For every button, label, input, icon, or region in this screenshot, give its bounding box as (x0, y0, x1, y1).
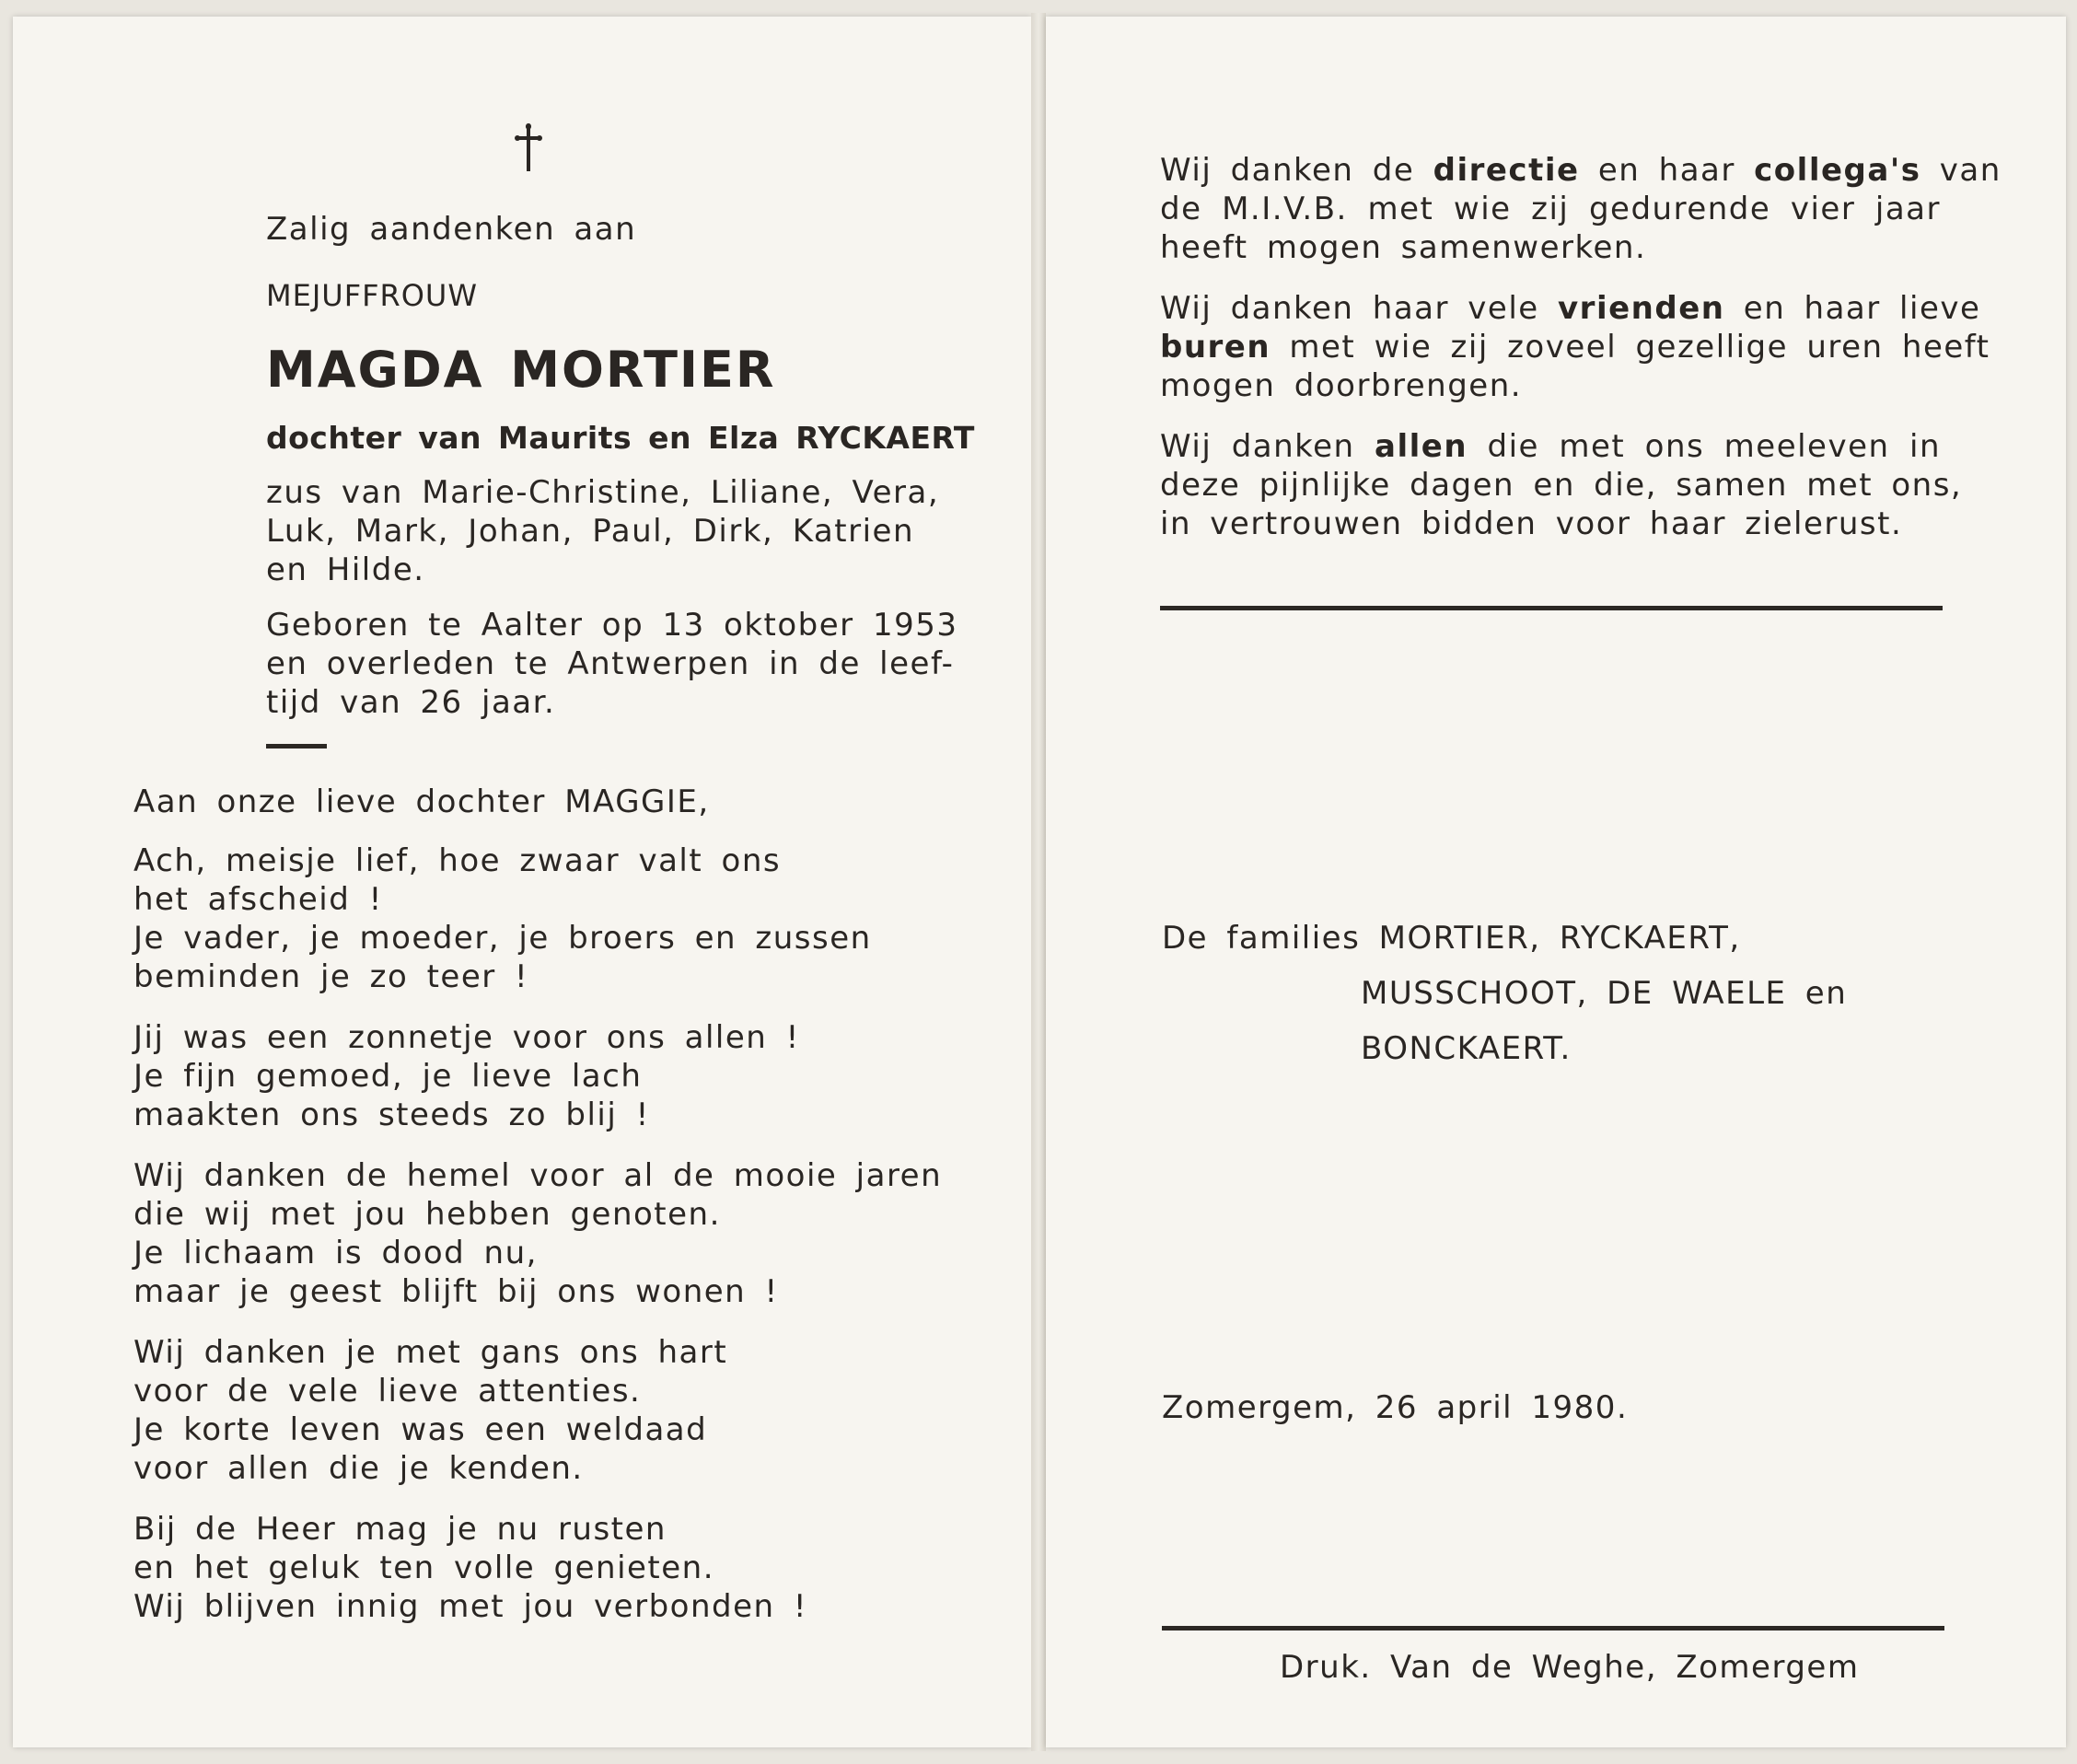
parents-line: dochter van Maurits en Elza RYCKAERT (266, 420, 975, 456)
right-page (1046, 17, 2066, 1747)
latin-cross-icon (510, 120, 547, 175)
poem-stanza-2 (133, 1018, 800, 1134)
thanks-paragraph-2 (1160, 289, 1990, 405)
thanks-line: heeft mogen samenwerken. (1160, 229, 1647, 266)
printer-credit: Druk. Van de Weghe, Zomergem (1280, 1649, 1860, 1686)
thanks-paragraph-3 (1160, 427, 1963, 543)
poem-line: maar je geest blijft bij ons wonen ! (133, 1273, 779, 1310)
intro-line: Zalig aandenken aan (266, 211, 637, 248)
poem-line: beminden je zo teer ! (133, 958, 529, 995)
poem-line: Wij danken je met gans ons hart (133, 1334, 728, 1371)
poem-line: en het geluk ten volle genieten. (133, 1549, 715, 1586)
honorific: MEJUFFROUW (266, 278, 478, 313)
bottom-rule (1162, 1626, 1944, 1631)
poem-line: Ach, meisje lief, hoe zwaar valt ons (133, 842, 782, 879)
short-divider (266, 744, 327, 749)
thanks-line: Wij danken de directie en haar collega's van (1160, 152, 2002, 189)
families-line-2: MUSSCHOOT, DE WAELE en (1361, 975, 1848, 1012)
poem-line: Je vader, je moeder, je broers en zussen (133, 920, 872, 957)
siblings-block (266, 473, 940, 589)
place-date: Zomergem, 26 april 1980. (1162, 1389, 1629, 1426)
poem-line: Wij blijven innig met jou verbonden ! (133, 1588, 807, 1625)
poem-stanza-1 (133, 841, 872, 996)
thanks-line: mogen doorbrengen. (1160, 367, 1523, 404)
thanks-line: Wij danken allen die met ons meeleven in (1160, 428, 1941, 465)
families-line-3: BONCKAERT. (1361, 1030, 1572, 1067)
poem-line: die wij met jou hebben genoten. (133, 1196, 721, 1233)
poem-line: Wij danken de hemel voor al de mooie jaren (133, 1157, 943, 1194)
poem-line: Je lichaam is dood nu, (133, 1235, 538, 1271)
thanks-line: Wij danken haar vele vrienden en haar lieve (1160, 290, 1981, 327)
poem-line: Bij de Heer mag je nu rusten (133, 1511, 667, 1548)
thanks-paragraph-1 (1160, 151, 2002, 267)
birth-line: Geboren te Aalter op 13 oktober 1953 (266, 607, 958, 644)
thanks-line: de M.I.V.B. met wie zij gedurende vier jaar (1160, 191, 1941, 227)
card-fold (1031, 13, 1046, 1751)
families-line-1: De families MORTIER, RYCKAERT, (1162, 920, 1741, 957)
poem-stanza-3 (133, 1156, 942, 1311)
poem-line: voor de vele lieve attenties. (133, 1373, 642, 1410)
thanks-line: in vertrouwen bidden voor haar zielerust. (1160, 505, 1903, 542)
divider-rule (1160, 606, 1943, 610)
thanks-line: deze pijnlijke dagen en die, samen met ons, (1160, 467, 1963, 504)
siblings-line: zus van Marie-Christine, Liliane, Vera, (266, 474, 940, 511)
birth-line: en overleden te Antwerpen in de leef- (266, 645, 955, 682)
poem-line: het afscheid ! (133, 881, 383, 918)
poem-line: Je korte leven was een weldaad (133, 1411, 708, 1448)
poem-line: Jij was een zonnetje voor ons allen ! (133, 1019, 800, 1056)
thanks-line: buren met wie zij zoveel gezellige uren heeft (1160, 329, 1990, 366)
poem-line: voor allen die je kenden. (133, 1450, 584, 1487)
poem-line: Je fijn gemoed, je lieve lach (133, 1058, 643, 1095)
poem-salutation: Aan onze lieve dochter MAGGIE, (133, 783, 710, 820)
poem-line: maakten ons steeds zo blij ! (133, 1097, 650, 1133)
deceased-name: MAGDA MORTIER (266, 341, 776, 399)
poem-stanza-5 (133, 1510, 807, 1626)
birth-block (266, 606, 958, 722)
siblings-line: Luk, Mark, Johan, Paul, Dirk, Katrien (266, 513, 914, 550)
birth-line: tijd van 26 jaar. (266, 684, 556, 721)
poem-stanza-4 (133, 1333, 727, 1488)
siblings-line: en Hilde. (266, 551, 425, 588)
